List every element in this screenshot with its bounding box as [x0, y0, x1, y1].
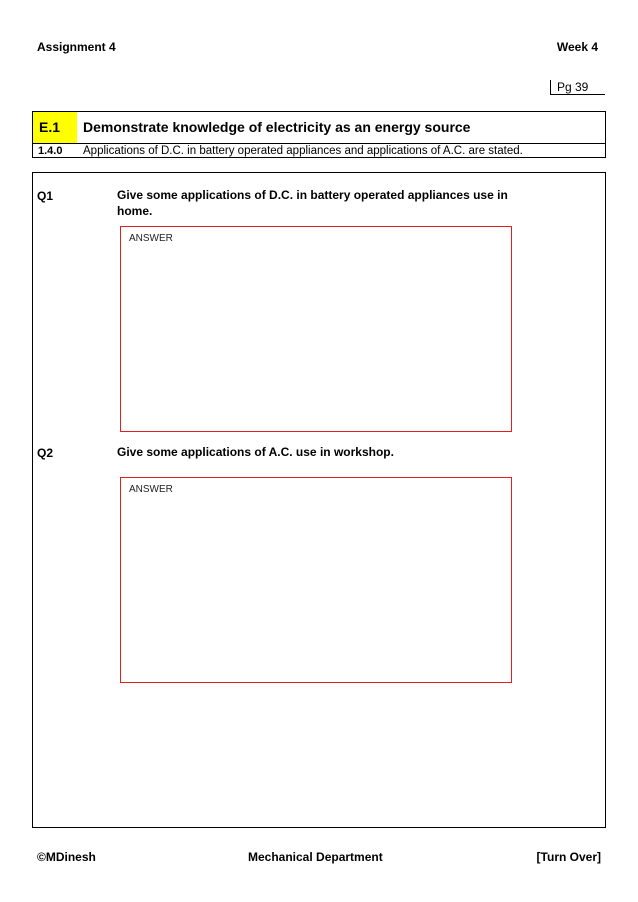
section-title-row [33, 112, 605, 144]
question-text: Give some applications of D.C. in battery operated appliances use in home. [117, 188, 508, 218]
answer-label: ANSWER [129, 484, 173, 495]
section-title-table [32, 111, 606, 158]
answer-box[interactable] [120, 226, 512, 432]
section-code: E.1 [33, 112, 77, 143]
footer-department: Mechanical Department [248, 850, 383, 864]
answer-box[interactable] [120, 477, 512, 683]
footer-author: ©MDinesh [37, 850, 96, 864]
assignment-label: Assignment 4 [37, 40, 116, 54]
question-number: Q1 [37, 189, 54, 203]
sub-section-text: Applications of D.C. in battery operated appliances and applications of A.C. are stated. [83, 145, 523, 157]
section-sub-row [33, 144, 605, 158]
question-number: Q2 [37, 446, 54, 460]
answer-label: ANSWER [129, 233, 173, 244]
page-number: Pg 39 [550, 80, 605, 95]
week-label: Week 4 [556, 40, 598, 54]
section-title: Demonstrate knowledge of electricity as an energy source [83, 119, 471, 135]
sub-section-code: 1.4.0 [38, 145, 63, 157]
question-text: Give some applications of A.C. use in workshop. [117, 445, 394, 459]
footer-turn-over: [Turn Over] [536, 850, 601, 864]
